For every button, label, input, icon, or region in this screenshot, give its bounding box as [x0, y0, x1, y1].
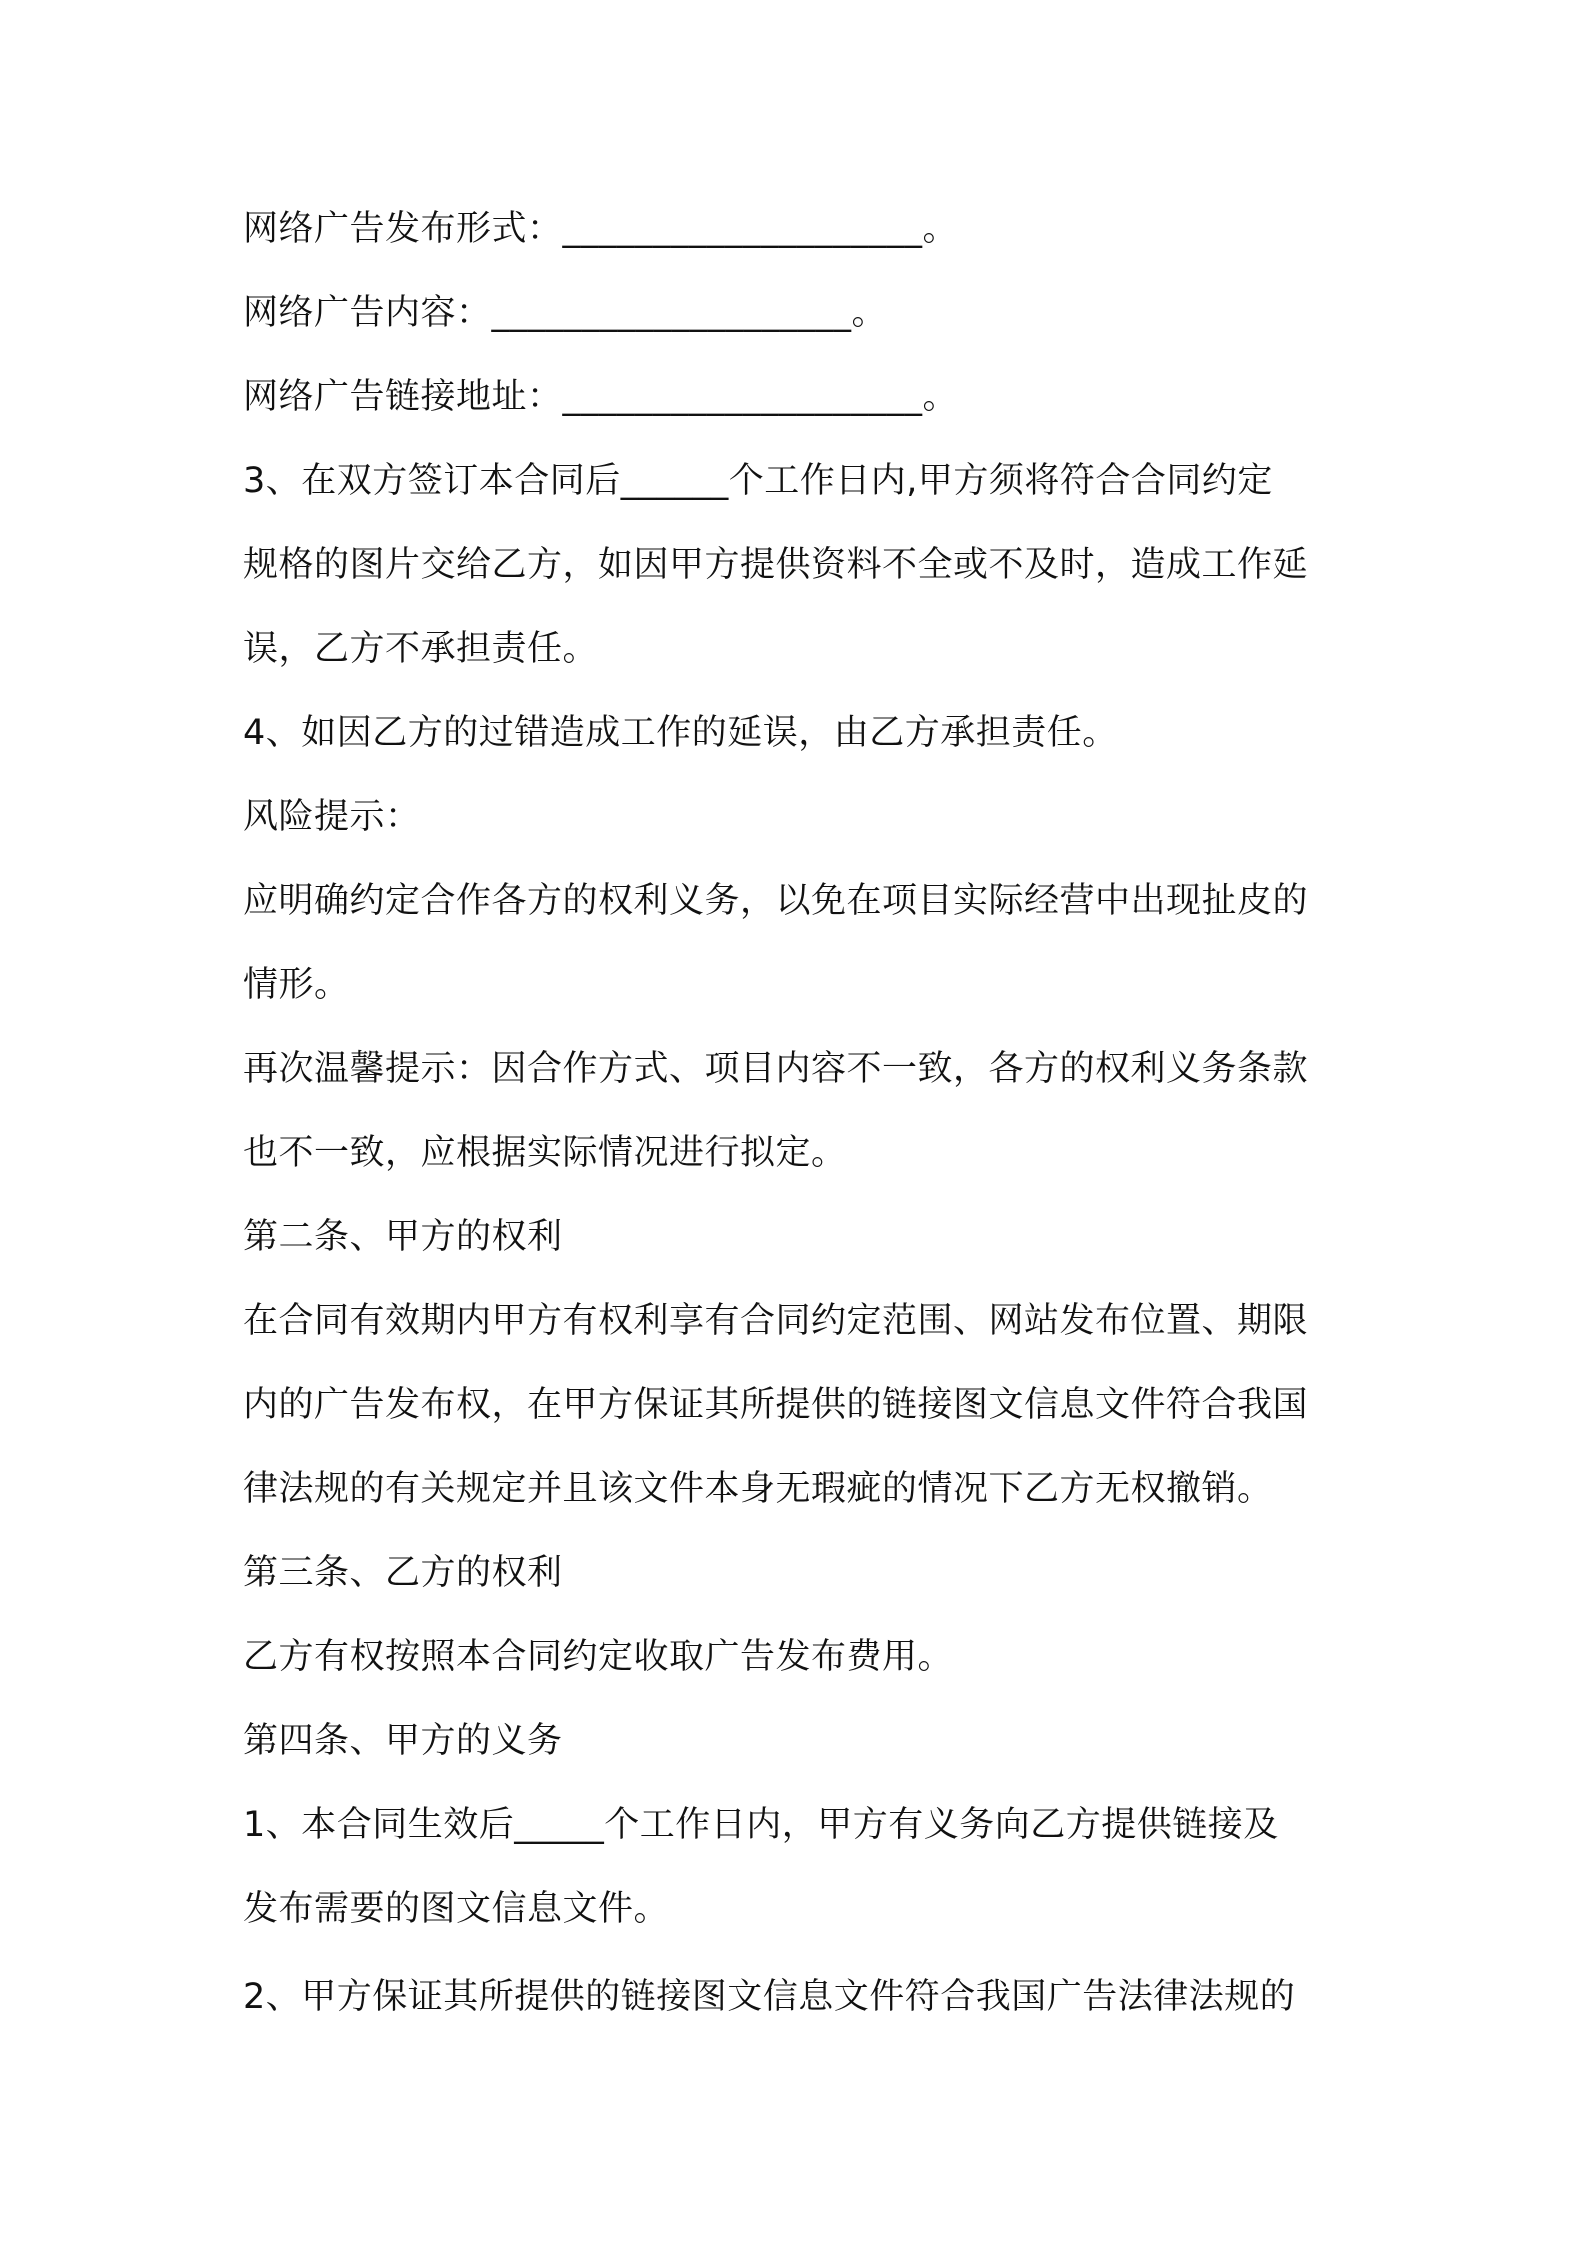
text-line-clause-3b: 规格的图片交给乙方，如因甲方提供资料不全或不及时，造成工作延	[243, 545, 1309, 585]
text-line-article-4-1a: 1、本合同生效后_____个工作日内，甲方有义务向乙方提供链接及	[243, 1805, 1279, 1845]
document-body	[243, 198, 1363, 2050]
text-line-clause-4: 4、如因乙方的过错造成工作的延误，由乙方承担责任。	[243, 713, 1118, 753]
text-line-article-4-1b: 发布需要的图文信息文件。	[243, 1889, 670, 1929]
article-4-heading: 第四条、甲方的义务	[243, 1721, 563, 1761]
article-2-heading: 第二条、甲方的权利	[243, 1217, 563, 1257]
text-line-reminder-a: 再次温馨提示：因合作方式、项目内容不一致，各方的权利义务条款	[243, 1049, 1309, 1089]
text-line-risk-a: 应明确约定合作各方的权利义务，以免在项目实际经营中出现扯皮的	[243, 881, 1309, 921]
text-line-reminder-b: 也不一致，应根据实际情况进行拟定。	[243, 1133, 847, 1173]
text-line-link: 网络广告链接地址：____________________。	[243, 377, 959, 417]
text-line-article-2b: 内的广告发布权，在甲方保证其所提供的链接图文信息文件符合我国	[243, 1385, 1309, 1425]
text-line-article-2a: 在合同有效期内甲方有权利享有合同约定范围、网站发布位置、期限	[243, 1301, 1309, 1341]
text-line-form: 网络广告发布形式：____________________。	[243, 209, 959, 249]
text-line-clause-3c: 误，乙方不承担责任。	[243, 629, 599, 669]
text-line-article-2c: 律法规的有关规定并且该文件本身无瑕疵的情况下乙方无权撤销。	[243, 1469, 1273, 1509]
text-line-clause-3a: 3、在双方签订本合同后______个工作日内,甲方须将符合合同约定	[243, 461, 1273, 501]
text-line-article-4-2: 2、甲方保证其所提供的链接图文信息文件符合我国广告法律法规的	[243, 1977, 1296, 2017]
text-line-article-3: 乙方有权按照本合同约定收取广告发布费用。	[243, 1637, 954, 1677]
text-line-content: 网络广告内容：____________________。	[243, 293, 888, 333]
text-line-risk-b: 情形。	[243, 965, 350, 1005]
article-3-heading: 第三条、乙方的权利	[243, 1553, 563, 1593]
risk-heading: 风险提示：	[243, 797, 421, 837]
